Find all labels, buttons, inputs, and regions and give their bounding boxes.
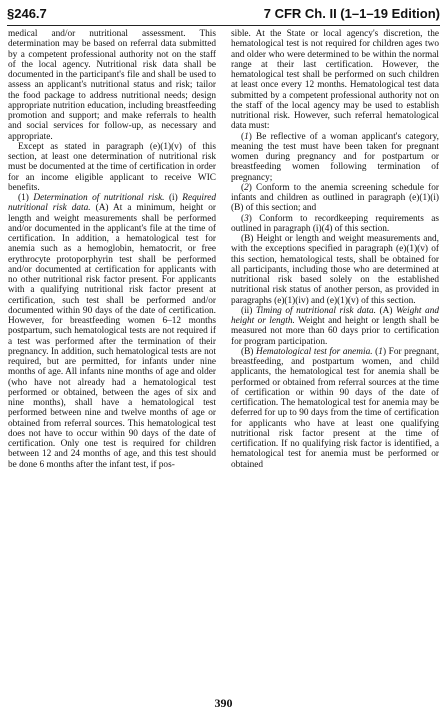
left-column [8,29,216,691]
page-number: 390 [214,696,233,710]
heading-italic: Timing of nutritional risk data. [255,305,376,316]
subheading-italic: Required nutritional risk data. [8,193,216,214]
subheading-italic: Weight and height or length. [231,305,439,326]
heading-italic: Hematological test for anemia. [256,346,373,357]
paragraph: (1) Be reflective of a woman applicant's category, meaning the test must have been taken for pregnant women during pregnancy and for postpartum or breastfeeding women following termination of pregnancy; [231,131,439,183]
paragraph: (2) Conform to the anemia screening schedule for infants and children as outlined in paragraph (e)(1)(i)(B) of this section; and [231,182,439,214]
cfr-title: 7 CFR Ch. II (1–1–19 Edition) [263,6,440,21]
section-number: §246.7 [7,6,47,21]
paragraph: (3) Conform to recordkeeping requirements as outlined in paragraph (i)(4) of this section. [231,213,439,234]
paragraph: (B) Height or length and weight measurements and, with the exceptions specified in paragraph (e)(1)(v) of this section, hematological tests, shall be obtained for all participants, including those who are determined at nutritional risk based solely on the established nutritional risk status of another person, as provided in paragraphs (e)(1)(iv) and (e)(1)(v) of this section. [231,234,439,306]
paragraph: (1) Determination of nutritional risk. (i) Required nutritional risk data. (A) At a minimum, height or length and weight measurements shall be performed and/or documented in the applicant's file at the time of certification. In addition, a hematological test for anemia such as a hemoglobin, hematocrit, or free erythrocyte protoporphyrin test shall be performed and/or documented at certification for applicants with no other nutritional risk factor present. For applicants with a qualifying nutritional risk factor present at certification, such test shall be performed and/or documented within 90 days of the date of certification. However, for breastfeeding women 6–12 months postpartum, such hematological tests are not required if a test was performed after the termination of their pregnancy. In addition, such hematological tests are not required, but are permitted, for infants under nine months of age. All infants nine months of age and older (who have not already had a hematological test performed or obtained, between the ages of six and nine months), shall have a hematological test performed between nine and twelve months of age or obtained from referral sources. This hematological test does not have to occur within 90 days of the date of certification. Only one test is required for children between 12 and 24 months of age, and this test should be done 6 months after the infant test, if pos- [8,193,216,470]
paragraph: Except as stated in paragraph (e)(1)(v) of this section, at least one determination of nutritional risk must be documented at the time of certification in order for an income eligible applicant to receive WIC benefits. [8,141,216,193]
right-column [231,29,439,691]
paragraph: medical and/or nutritional assessment. This determination may be based on referral data submitted by a competent professional authority not on the staff of the local agency. Nutritional risk data shall be documented in the participant's file and shall be used to assess an applicant's nutritional status and risk; tailor the food package to address nutritional needs; design appropriate nutrition education, including breastfeeding promotion and support; and make referrals to health and social services for follow-up, as necessary and appropriate. [8,29,216,142]
heading-italic: Determination of nutritional risk. [33,193,165,203]
page-header [7,3,440,26]
paragraph: (ii) Timing of nutritional risk data. (A) Weight and height or length. Weight and height or length shall be measured not more than 60 days prior to certification for program participation. [231,305,439,347]
paragraph: (B) Hematological test for anemia. (1) For pregnant, breastfeeding, and postpartum women, and child applicants, the hematological test for anemia shall be performed or obtained from referral sources at the time of certification or within 90 days of the date of certification. The hematological test for anemia may be deferred for up to 90 days from the time of certification for applicants who have at least one qualifying nutritional risk factor present at the time of certification. If no qualifying risk factor is identified, a hematological test for anemia must be performed or obtained [231,346,439,470]
paragraph: sible. At the State or local agency's discretion, the hematological test is not required for children ages two and older who were determined to be within the normal range at their last certification. However, the hematological test shall be performed on such children at least once every 12 months. Hematological test data submitted by a competent professional authority not on the staff of the local agency may be used to establish nutritional risk. However, such referral hematological data must: [231,29,439,132]
